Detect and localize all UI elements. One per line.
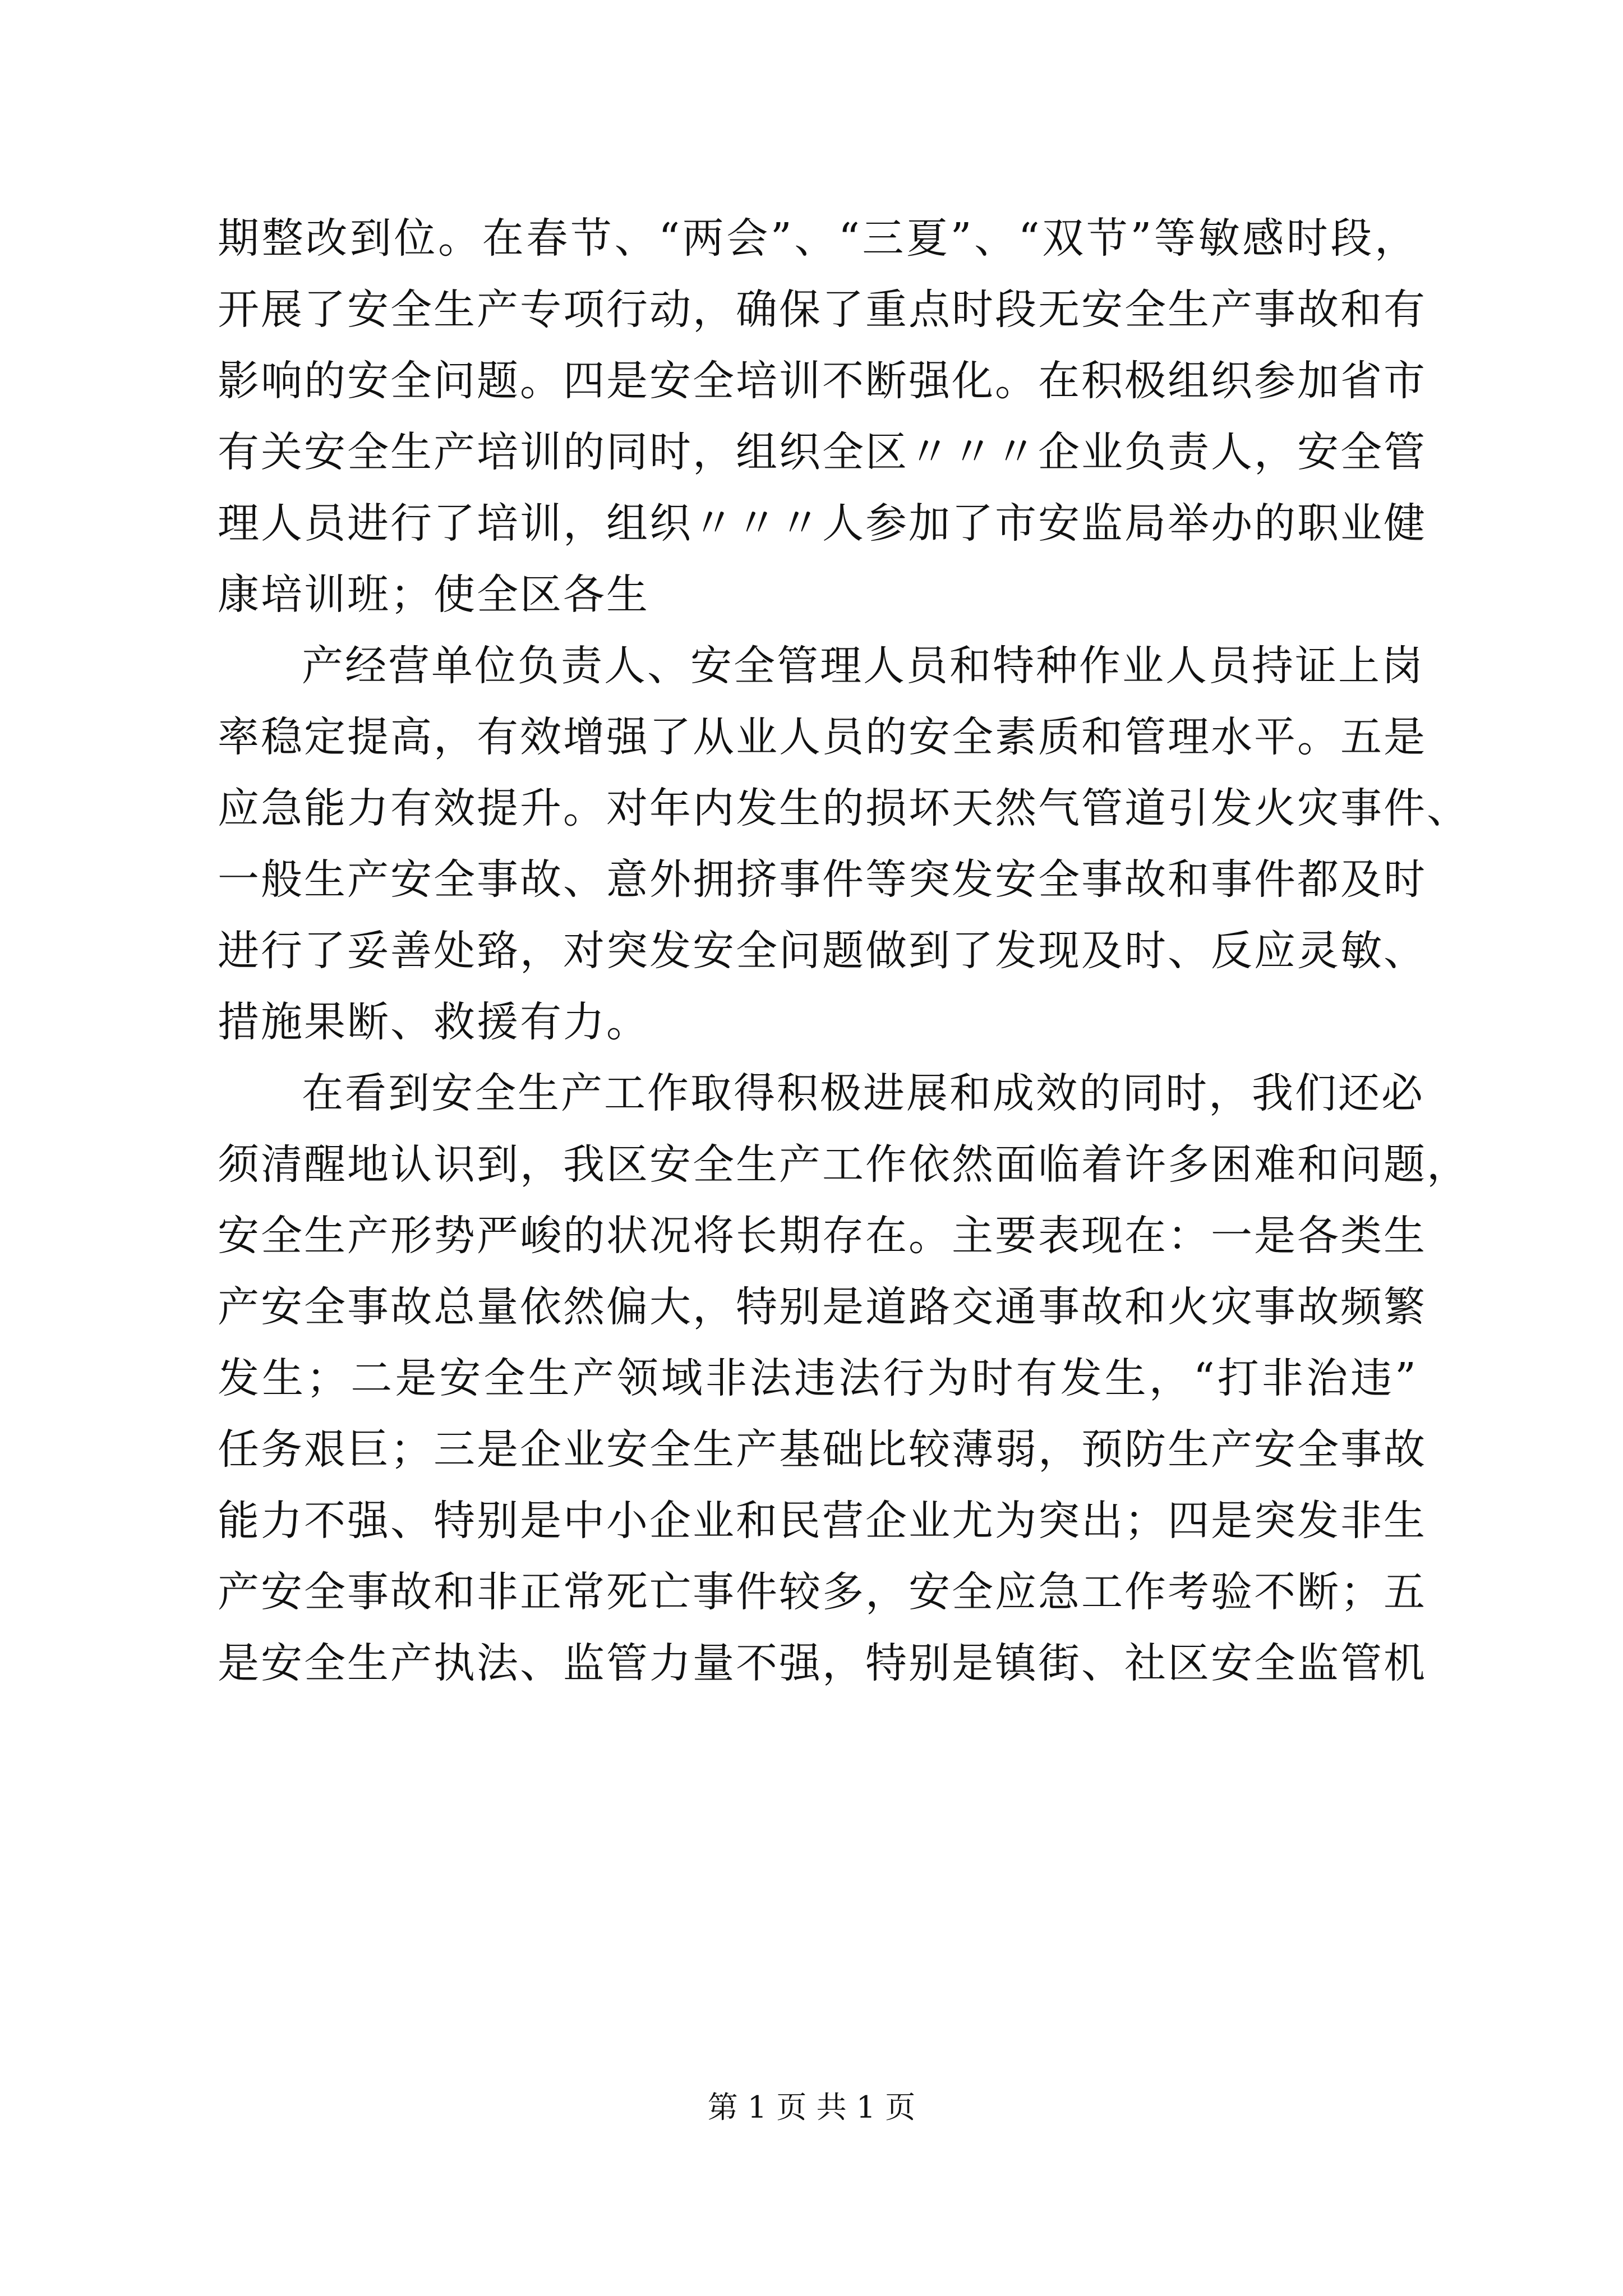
text-line: 一般生产安全事故、意外拥挤事件等突发安全事故和事件都及时 [218,855,1427,904]
text-line: 开展了安全生产专项行动，确保了重点时段无安全生产事故和有 [218,286,1427,334]
text-line: 是安全生产执法、监管力量不强，特别是镇街、社区安全监管机 [218,1639,1427,1687]
text-line: 须清醒地认识到，我区安全生产工作依然面临着许多困难和问题， [218,1140,1470,1189]
text-line: 安全生产形势严峻的状况将长期存在。主要表现在：一是各类生 [218,1212,1427,1260]
page-number-footer: 第 1 页 共 1 页 [707,2090,916,2125]
text-line: 康培训班；使全区各生 [218,570,649,619]
text-line: 产安全事故和非正常死亡事件较多，安全应急工作考验不断；五 [218,1568,1427,1616]
text-line: 发生；二是安全生产领域非法违法行为时有发生，“打非治违” [218,1354,1418,1402]
paragraph-start-line: 产经营单位负责人、安全管理人员和特种作业人员持证上岗 [302,642,1424,690]
text-line: 有关安全生产培训的同时，组织全区〃〃〃企业负责人，安全管 [218,428,1427,476]
text-line: 期整改到位。在春节、“两会”、“三夏”、“双节”等敏感时段， [218,214,1418,263]
text-line: 产安全事故总量依然偏大，特别是道路交通事故和火灾事故频繁 [218,1283,1427,1331]
text-line: 能力不强、特别是中小企业和民营企业尤为突出；四是突发非生 [218,1497,1427,1545]
text-line: 进行了妥善处臵，对突发安全问题做到了发现及时、反应灵敏、 [218,927,1427,975]
text-line: 率稳定提高，有效增强了从业人员的安全素质和管理水平。五是 [218,713,1427,761]
text-line: 应急能力有效提升。对年内发生的损坏天然气管道引发火灾事件、 [218,784,1470,832]
text-line: 理人员进行了培训，组织〃〃〃人参加了市安监局举办的职业健 [218,499,1427,547]
text-line: 措施果断、救援有力。 [218,998,649,1046]
body-text [218,203,1470,1699]
text-line: 影响的安全问题。四是安全培训不断强化。在积极组织参加省市 [218,357,1427,405]
text-line: 任务艰巨；三是企业安全生产基础比较薄弱，预防生产安全事故 [218,1425,1427,1474]
paragraph-start-line: 在看到安全生产工作取得积极进展和成效的同时，我们还必 [302,1069,1424,1117]
